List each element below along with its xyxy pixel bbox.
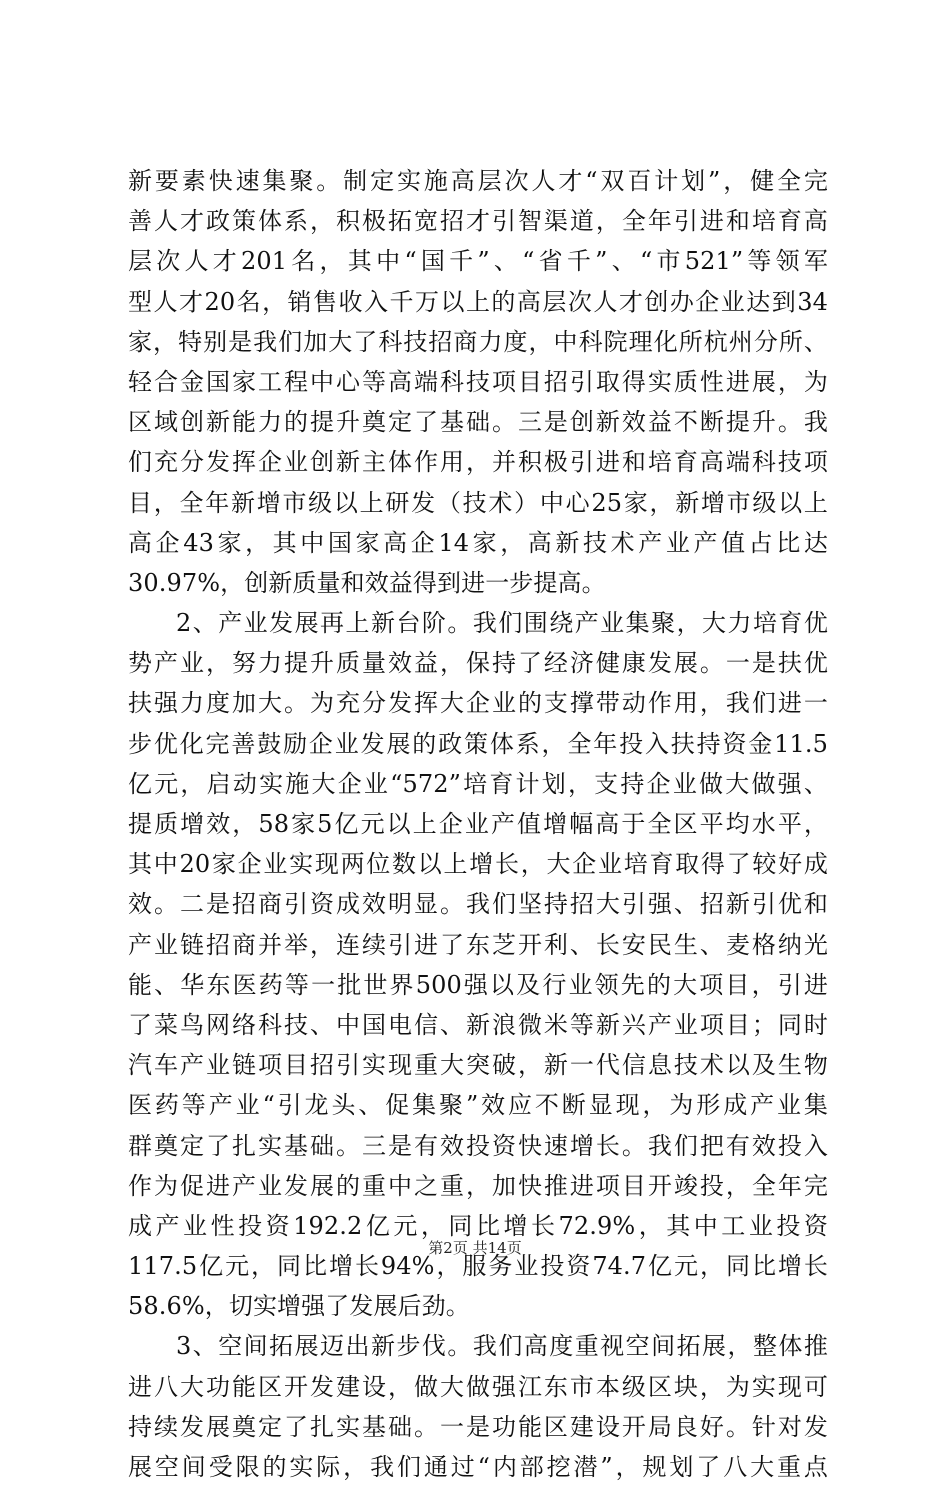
text-line: 善人才政策体系，积极拓宽招才引智渠道，全年引进和培育高 — [128, 207, 828, 236]
text-line: 型人才20名，销售收入千万以上的高层次人才创办企业达到34 — [128, 287, 828, 316]
paragraph-start-line: 2、产业发展再上新台阶。我们围绕产业集聚，大力培育优 — [176, 609, 828, 638]
text-line: 们充分发挥企业创新主体作用，并积极引进和培育高端科技项 — [128, 448, 828, 477]
text-line: 家，特别是我们加大了科技招商力度，中科院理化所杭州分所、 — [128, 327, 828, 356]
paragraph-start-line: 3、空间拓展迈出新步伐。我们高度重视空间拓展，整体推 — [176, 1332, 828, 1361]
text-line: 步优化完善鼓励企业发展的政策体系，全年投入扶持资金11.5 — [128, 729, 828, 758]
page-number-footer: 第2页 共14页 — [428, 1239, 522, 1257]
text-line: 30.97%，创新质量和效益得到进一步提高。 — [128, 568, 606, 597]
text-line: 区域创新能力的提升奠定了基础。三是创新效益不断提升。我 — [128, 408, 828, 437]
text-line: 效。二是招商引资成效明显。我们坚持招大引强、招新引优和 — [128, 890, 828, 919]
text-line: 作为促进产业发展的重中之重，加快推进项目开竣投，全年完 — [128, 1171, 828, 1200]
text-line: 目，全年新增市级以上研发（技术）中心25家，新增市级以上 — [128, 488, 828, 517]
text-line: 高企43家，其中国家高企14家，高新技术产业产值占比达 — [128, 528, 828, 557]
text-line: 进八大功能区开发建设，做大做强江东市本级区块，为实现可 — [128, 1372, 828, 1401]
text-line: 58.6%，切实增强了发展后劲。 — [128, 1292, 470, 1321]
text-line: 成产业性投资192.2亿元，同比增长72.9%，其中工业投资 — [128, 1211, 828, 1240]
text-line: 汽车产业链项目招引实现重大突破，新一代信息技术以及生物 — [128, 1051, 828, 1080]
text-line: 亿元，启动实施大企业“572”培育计划，支持企业做大做强、 — [128, 769, 828, 798]
text-line: 群奠定了扎实基础。三是有效投资快速增长。我们把有效投入 — [128, 1131, 828, 1160]
body-text — [128, 161, 828, 1487]
text-line: 产业链招商并举，连续引进了东芝开利、长安民生、麦格纳光 — [128, 930, 828, 959]
text-line: 其中20家企业实现两位数以上增长，大企业培育取得了较好成 — [128, 850, 828, 879]
text-line: 新要素快速集聚。制定实施高层次人才“双百计划”，健全完 — [128, 167, 828, 195]
text-line: 轻合金国家工程中心等高端科技项目招引取得实质性进展，为 — [128, 367, 828, 396]
text-line: 势产业，努力提升质量效益，保持了经济健康发展。一是扶优 — [128, 649, 828, 678]
text-line: 医药等产业“引龙头、促集聚”效应不断显现，为形成产业集 — [128, 1091, 828, 1120]
text-line: 扶强力度加大。为充分发挥大企业的支撑带动作用，我们进一 — [128, 689, 828, 718]
text-line: 持续发展奠定了扎实基础。一是功能区建设开局良好。针对发 — [128, 1412, 828, 1441]
text-line: 117.5亿元，同比增长94%，服务业投资74.7亿元，同比增长 — [128, 1252, 828, 1281]
text-line: 提质增效，58家5亿元以上企业产值增幅高于全区平均水平， — [128, 810, 828, 838]
text-line: 层次人才201名，其中“国千”、“省千”、“市521”等领军 — [128, 247, 828, 276]
text-line: 展空间受限的实际，我们通过“内部挖潜”，规划了八大重点 — [128, 1453, 828, 1481]
text-line: 能、华东医药等一批世界500强以及行业领先的大项目，引进 — [128, 970, 828, 999]
text-line: 了菜鸟网络科技、中国电信、新浪微米等新兴产业项目；同时 — [128, 1010, 828, 1039]
